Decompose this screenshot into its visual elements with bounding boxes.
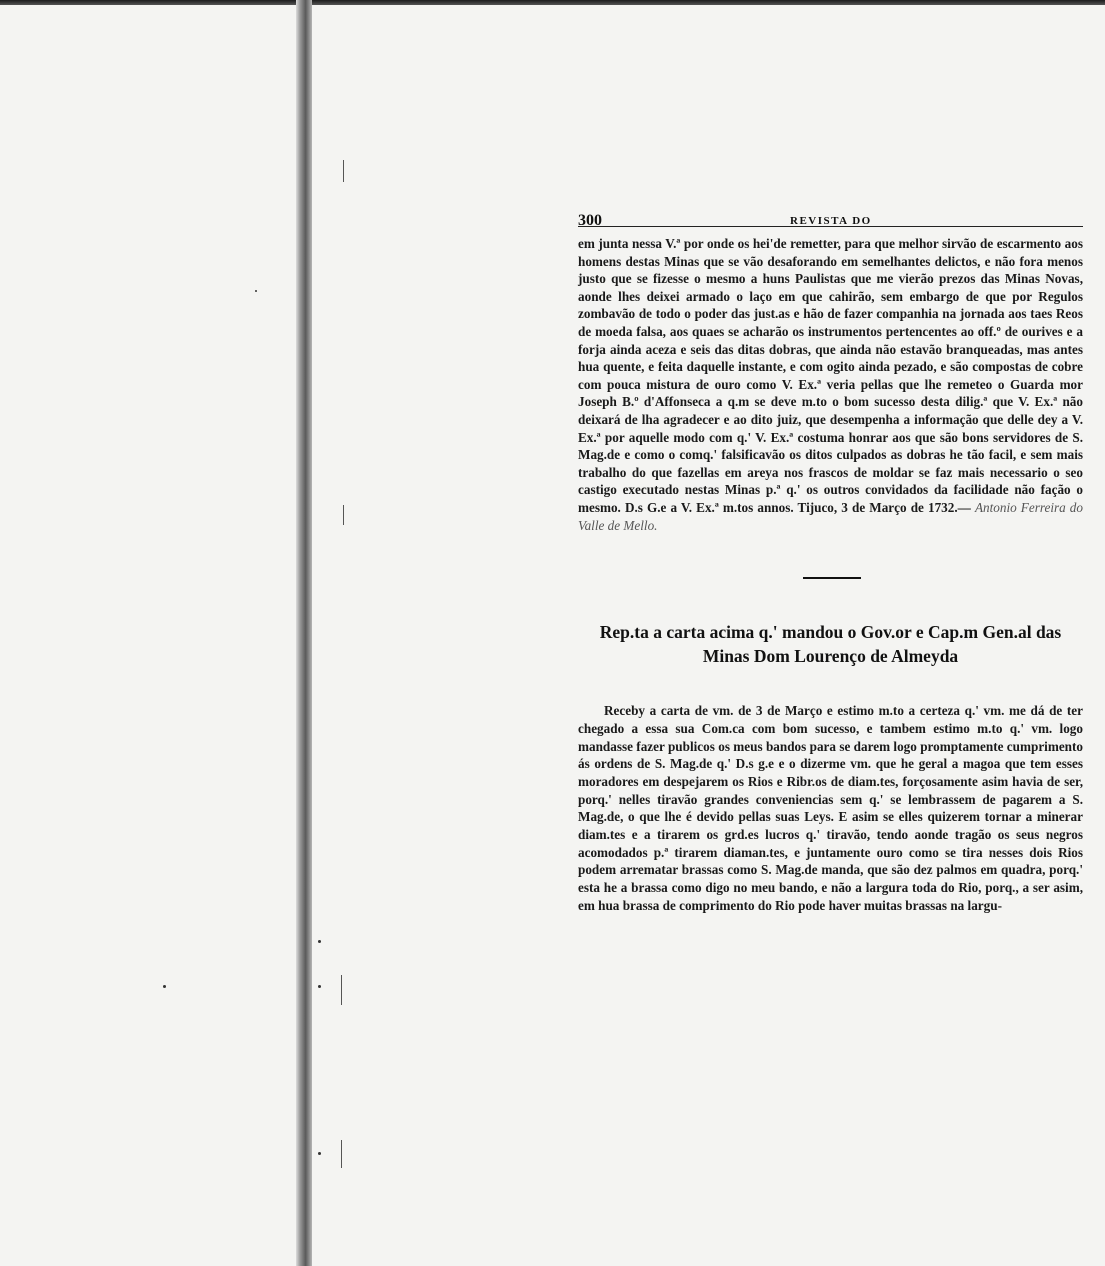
book-page <box>578 200 1083 915</box>
letter-signature: Antonio Ferreira do Valle de Mello. <box>578 499 1083 533</box>
scan-mark <box>343 160 344 182</box>
scan-mark <box>341 1140 342 1168</box>
scan-top-edge <box>0 0 1105 5</box>
scan-speck <box>163 985 166 988</box>
scan-mark <box>341 975 342 1005</box>
page-number: 300 <box>578 212 602 229</box>
letter-text <box>578 227 1083 534</box>
journal-title: REVISTA DO <box>790 215 872 227</box>
section-separator <box>803 577 861 579</box>
letter-body: em junta nessa V.ª por onde os hei'de remetter, para que melhor sirvão de escarmento aos homens destas Minas que se vão desaforando em semelhantes delictos, e não fora menos justo que se fizesse o mesmo a huns Paulistas que me vierão prezos das Minas Novas, aonde lhes deixei armado o laço em que cahirão, sem embargo de que por Regulos zombavão de todo o poder das just.as e hão de fazer companhia na jornada aos taes Reos de moeda falsa, aos quaes se acharão os instrumentos pertencentes ao off.º de ourives e a forja ainda aceza e seis das ditas dobras, que ainda não estavão branqueadas, mas antes hua quente, e feita daquelle instante, e com ogito ainda pezado, e são compostas de cobre com pouca mistura de ouro como V. Ex.ª veria pellas que lhe remeteo o Guarda mor Joseph B.º d'Affonseca a q.m se deve m.to o bom sucesso desta dilig.ª que V. Ex.ª não deixará de lha agradecer e ao dito juiz, que desempenha a informação que delle dey a V. Ex.ª por aquelle modo com q.' V. Ex.ª costuma honrar aos que são bons servidores de S. Mag.de e como o comq.' falsificavão os ditos culpados as dobras he tão facil, e sem mais trabalho do que fazellas em areya nos frascos de moldar se faz mais necessario o seo castigo executado nestas Minas p.ª q.' os outros convidados da facilidade não fação o mesmo. D.s G.e a V. Ex.ª m.tos annos. Tijuco, 3 de Março de 1732.— <box>578 236 1083 515</box>
running-head <box>578 200 1083 227</box>
scan-speck <box>255 290 257 292</box>
scan-speck <box>318 1152 321 1155</box>
scan-speck <box>318 940 321 943</box>
book-gutter-shadow <box>296 0 312 1266</box>
scan-mark <box>343 505 344 525</box>
scan-speck <box>318 985 321 988</box>
reply-letter-text: Receby a carta de vm. de 3 de Março e estimo m.to a certeza q.' vm. me dá de ter chegado a essa sua Com.ca com bom sucesso, e tambem estimo m.to q.' vm. logo mandasse fazer publicos os meus bandos para se darem logo promptamente cumprimento ás ordens de S. Mag.de q.' D.s g.e e o dizerme vm. que he geral a magoa que tem esses moradores em despejarem os Rios e Ribr.os de diam.tes, forçosamente asim havia de ser, porq.' nelles tiravão grandes conveniencias sem q.' se lembrassem de pagarem a S. Mag.de, o que lhe é devido pellas suas Leys. E asim se elles quizerem tornar a minerar diam.tes e a tirarem os grd.es lucros q.' tiravão, tendo aonde tragão os seus negros acomodados p.ª tirarem diaman.tes, e juntamente ouro como se tira nesses dois Rios podem arrematar brassas como S. Mag.de manda, que são dez palmos em quadra, porq.' esta he a brassa como digo no meu bando, e não a largura toda do Rio, porq., a ser asim, em hua brassa de comprimento do Rio pode haver muitas brassas na largu- <box>578 703 1083 913</box>
section-heading: Rep.ta a carta acima q.' mandou o Gov.or e Cap.m Gen.al das Minas Dom Lourenço de Almeyda <box>599 622 1062 667</box>
